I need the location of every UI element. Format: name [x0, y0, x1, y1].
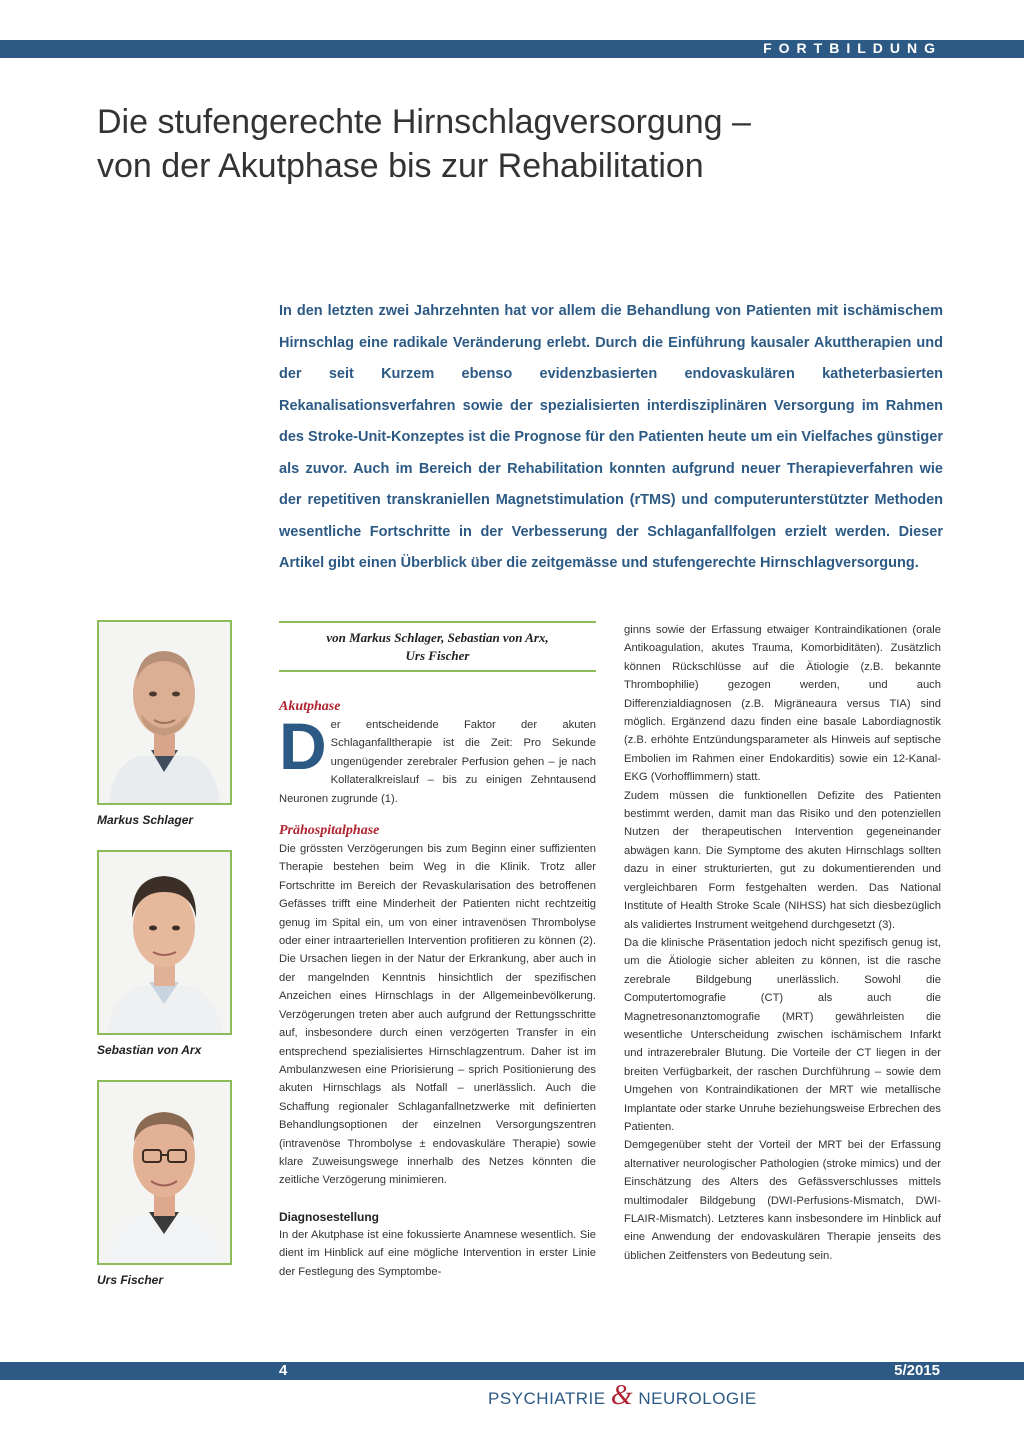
- paragraph: Da die klinische Präsentation jedoch nicht spezifisch genug ist, um die Ätiologie sicher ableiten zu können, ist die rasche zerebrale Bildgebung unerlässlich. Sowohl die Computertomografie (CT) als auch die Magnetresonanztomografie (MRT) gewährleisten die wesentliche Unterscheidung zwischen ischämischem Infarkt und intrazerebraler Blutung. Die Vorteile der CT liegen in der breiten Verfügbarkeit, der raschen Durchführung – sowie dem Umgehen von Kontraindikationen der MRT wie metallische Implantate oder starke Unruhe beziehungsweise Erbrechen des Patienten.: [624, 936, 941, 1133]
- lead-paragraph: In den letzten zwei Jahrzehnten hat vor allem die Behandlung von Patienten mit ischämischem Hirnschlag eine radikale Veränderung erlebt. Durch die Einführung kausaler Akuttherapien und der seit Kurzem ebenso evidenzbasierten endovaskulären katheterbasierten Rekanalisationsverfahren sowie der spezialisierten interdisziplinären Versorgung im Rahmen des Stroke-Unit-Konzeptes ist die Prognose für den Patienten heute um ein Vielfaches günstiger als zuvor. Auch im Bereich der Rehabilitation konnten aufgrund neuer Therapieverfahren wie der repetitiven transkraniellen Magnetstimulation (rTMS) und computerunterstützter Methoden wesentliche Fortschritte in der Verbesserung der Schlaganfallfolgen erzielt werden. Dieser Artikel gibt einen Überblick über die zeitgemässe und stufengerechte Hirnschlagversorgung.: [279, 303, 943, 571]
- section-heading-praehospitalphase: Prähospitalphase: [279, 823, 380, 839]
- title-line-1: Die stufengerechte Hirnschlagversorgung –: [97, 103, 751, 141]
- byline: [279, 621, 596, 672]
- author-photo-fischer: [97, 1080, 232, 1265]
- section-heading-akutphase: Akutphase: [279, 699, 341, 714]
- page-number: 4: [279, 1362, 288, 1379]
- paragraph: Zudem müssen die funktionellen Defizite des Patienten bestimmt werden, damit man das Risiko und den potenziellen Nutzen der therapeutischen Intervention gegeneinander abwägen kann. Die Symptome des akuten Hirnschlags sollten dazu in einer strukturierten, gut zu dokumentierenden und vergleichbaren Form festgehalten werden. Das National Institute of Health Stroke Scale (NIHSS) hat sich diesbezüglich als validiertes Instrument weitgehend durchgesetzt (3).: [624, 789, 941, 931]
- paragraph: ginns sowie der Erfassung etwaiger Kontraindikationen (orale Antikoagulation, akutes Trauma, Komorbiditäten). Zusätzlich können Rückschlüsse auf die Ätiologie (z.B. bekannte Thrombophilie) gezogen werden, und auch Differenzialdiagnosen (z.B. Migräneaura versus TIA) sind möglich. Ergänzend dazu finden eine basale Labordiagnostik (z.B. erhöhte Entzündungsparameter als Hinweis auf septische Embolien im Rahmen einer Endokarditis) sowie ein 12-Kanal-EKG (Vorhofflimmern) statt.: [624, 624, 941, 784]
- byline-line-2: Urs Fischer: [405, 648, 470, 663]
- paragraph-diagnosestellung: In der Akutphase ist eine fokussierte Anamnese wesentlich. Sie dient im Hinblick auf eine mögliche Intervention in erster Linie der Festlegung des Symptombe-: [279, 1228, 596, 1278]
- logo-text-left: PSYCHIATRIE: [488, 1389, 606, 1408]
- footer-bar: [0, 1362, 1024, 1380]
- journal-logo: [488, 1382, 757, 1413]
- paragraph: Demgegenüber steht der Vorteil der MRT bei der Erfassung alternativer neurologischer Pathologien (stroke mimics) und der Einschätzung des Alters des Gefässverschlusses mittels multimodaler Bildgebung (DWI-Perfusions-Mismatch, DWI-FLAIR-Mismatch). Letzteres kann insbesondere im Hinblick auf eine Anwendung der endovaskulären Therapie jenseits des üblichen Zeitfensters von Bedeutung sein.: [624, 1139, 941, 1262]
- section-heading-diagnosestellung: Diagnosestellung: [279, 1209, 380, 1224]
- byline-line-1: von Markus Schlager, Sebastian von Arx,: [326, 630, 549, 645]
- author-photo-schlager: [97, 620, 232, 805]
- logo-text-right: NEUROLOGIE: [638, 1389, 757, 1408]
- paragraph-akutphase: [279, 709, 596, 808]
- author-caption: Urs Fischer: [97, 1273, 164, 1287]
- logo-ampersand: &: [610, 1380, 634, 1411]
- paragraph-akutphase-text: er entscheidende Faktor der akuten Schlaganfalltherapie ist die Zeit: Pro Sekunde ungenügender zerebraler Perfusion gehen – je nach Kollateralkreislauf – bis zu einigen Zehntausend Neuronen zugrunde (1).: [279, 719, 596, 805]
- title-line-2: von der Akutphase bis zur Rehabilitation: [97, 147, 704, 185]
- paragraph-praehospitalphase: Die grössten Verzögerungen bis zum Beginn einer suffizienten Therapie bestehen beim Weg in die Klinik. Trotz aller Fortschritte im Bereich der Revaskularisation des betroffenen Gefässes trifft eine Minderheit der Patienten nicht rechtzeitig genug im Spital ein, um von einer intravenösen Thrombolyse oder einer intraarteriellen Intervention profitieren zu können (2). Die Ursachen liegen in der Natur der Erkrankung, aber auch in der mangelnden Kenntnis hinsichtlich der spezifischen Anzeichen eines Hirnschlags in der Allgemeinbevölkerung. Verzögerungen treten aber auch aufgrund der Rettungsschritte auf, insbesondere durch einen verzögerten Transfer in ein entsprechend spezialisiertes Hirnschlagzentrum. Daher ist im Ambulanzwesen eine Priorisierung – sprich Positionierung des akuten Hirnschlags als Notfall – unerlässlich. Auch die Schaffung regionaler Schlaganfallnetzwerke mit definierten Behandlungsoptionen der einzelnen Versorgungszentren (intravenöse Thrombolyse ± endovaskuläre Therapie) sowie klare Zuweisungswege innerhalb des Netzes könnten die zeitliche Verzögerung minimieren.: [279, 843, 596, 1187]
- article-column-3: [624, 621, 941, 1265]
- drop-cap: D: [279, 709, 327, 783]
- author-caption: Sebastian von Arx: [97, 1043, 202, 1057]
- issue-number: 5/2015: [894, 1362, 940, 1379]
- article-column-2: [279, 621, 596, 1281]
- article-title: [97, 100, 977, 188]
- author-photo-von-arx: [97, 850, 232, 1035]
- section-label: FORTBILDUNG: [763, 40, 942, 56]
- author-caption: Markus Schlager: [97, 813, 194, 827]
